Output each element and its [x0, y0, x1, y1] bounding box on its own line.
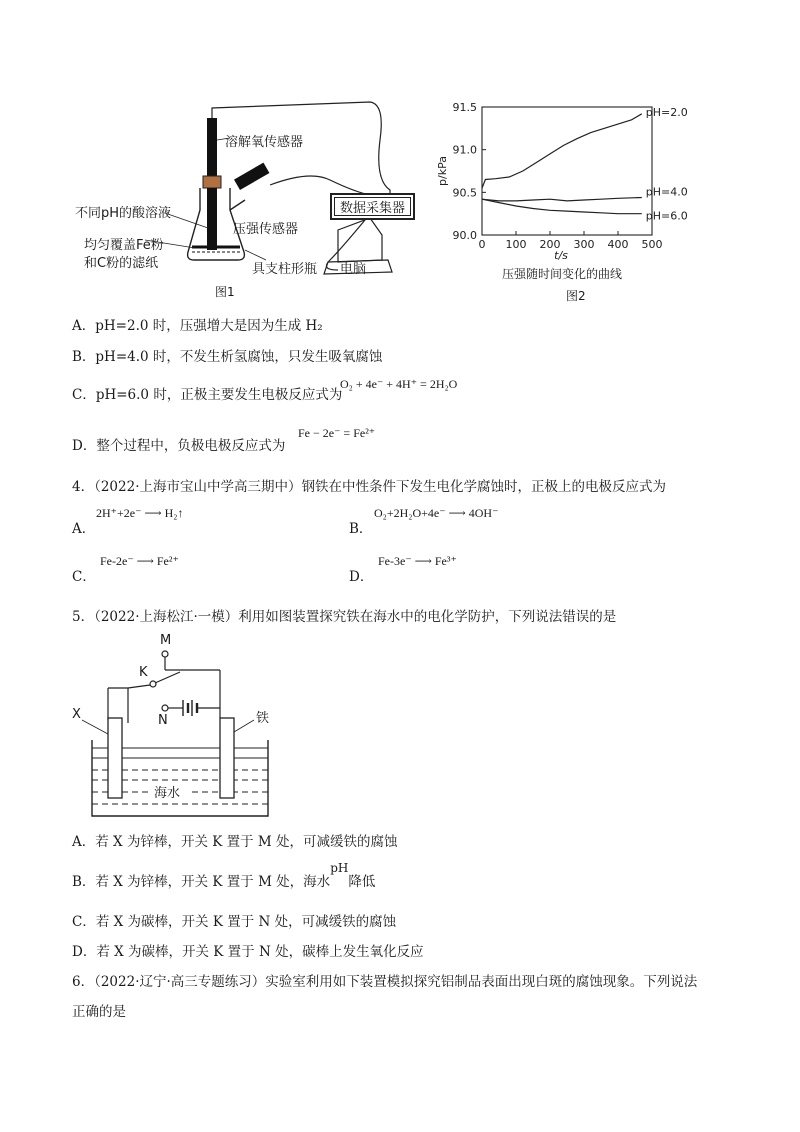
label-data-collector: 数据采集器	[340, 201, 406, 216]
label-m: M	[160, 633, 172, 648]
chart-caption: 压强随时间变化的曲线	[502, 267, 623, 281]
y-tick-label-0: 90.0	[452, 229, 477, 242]
label-computer: 电脑	[340, 262, 367, 277]
y-tick-label-2: 91.0	[452, 143, 477, 157]
q5-option-d: D．若 X 为碳棒，开关 K 置于 N 处，碳棒上发生氧化反应	[72, 944, 424, 960]
label-filter-paper-1: 均匀覆盖Fe粉	[84, 238, 164, 253]
x-tick-label-3: 300	[573, 238, 595, 251]
y-tick-label-3: 91.5	[452, 101, 477, 114]
stopper	[203, 176, 221, 188]
q3-option-c-formula: O₂ + 4e⁻ + 4H⁺ = 2H₂O	[340, 377, 458, 391]
o2-sensor-rod	[207, 118, 217, 176]
q4-option-d-formula: Fe-3e⁻ ⟶ Fe³⁺	[378, 554, 457, 568]
q4-option-d-label: D．	[349, 569, 374, 585]
label-acid-solution: 不同pH的酸溶液	[75, 206, 172, 221]
x-tick-label-5: 500	[641, 238, 663, 251]
label-seawater: 海水	[154, 786, 181, 801]
q4-option-c-label: C．	[72, 569, 96, 585]
label-iron: 铁	[256, 711, 270, 726]
q6-stem-line-2: 正确的是	[72, 1004, 126, 1020]
q6-stem-line-1: 6．（2022·辽宁·高三专题练习）实验室利用如下装置模拟探究铝制品表面出现白斑的腐蚀现象。下列说法	[72, 974, 698, 990]
y-axis-label: p/kPa	[436, 156, 449, 186]
q4-option-a-formula: 2H⁺+2e⁻ ⟶ H₂↑	[96, 506, 184, 520]
label-x: X	[72, 707, 81, 722]
label-o2-sensor: 溶解氧传感器	[225, 135, 304, 150]
q5-option-b-text: B．若 X 为锌棒，开关 K 置于 M 处，海水	[72, 874, 331, 890]
electrode-iron	[220, 718, 234, 798]
y-tick-label-1: 90.5	[452, 186, 477, 200]
computer-icon	[338, 218, 382, 262]
figure-1-caption: 图1	[215, 285, 235, 299]
figure-2-caption: 图2	[566, 289, 586, 303]
series-line-0	[482, 114, 642, 188]
label-filter-paper-2: 和C粉的滤纸	[84, 256, 159, 271]
data-collector-box	[330, 193, 415, 220]
series-label-2: pH=6.0	[645, 209, 688, 223]
q3-option-a: A．pH=2.0 时，压强增大是因为生成 H₂	[72, 318, 323, 334]
series-label-1: pH=4.0	[645, 185, 688, 199]
q4-option-c-formula: Fe-2e⁻ ⟶ Fe²⁺	[100, 554, 179, 568]
q3-option-d-formula: Fe − 2e⁻ = Fe²⁺	[298, 426, 376, 440]
x-tick-label-2: 200	[539, 238, 561, 251]
label-k: K	[139, 665, 148, 680]
x-tick-label-0: 0	[478, 238, 486, 251]
q3-option-c: C．pH=6.0 时，正极主要发生电极反应式为	[72, 387, 343, 403]
q5-stem: 5．（2022·上海松江·一模）利用如图装置探究铁在海水中的电化学防护，下列说法错误的是	[72, 609, 617, 625]
q3-option-b: B．pH=4.0 时，不发生析氢腐蚀，只发生吸氧腐蚀	[72, 349, 383, 365]
q3-option-d: D．整个过程中，负极电极反应式为	[72, 438, 286, 454]
label-flask: 具支柱形瓶	[252, 262, 318, 277]
q4-option-b-formula: O₂+2H₂O+4e⁻ ⟶ 4OH⁻	[374, 506, 499, 520]
label-pressure-sensor: 压强传感器	[233, 222, 299, 237]
x-axis-label: t/s	[554, 249, 568, 262]
q4-option-b-label: B．	[349, 521, 373, 537]
q5-option-b-ph: pH	[330, 861, 349, 875]
pressure-sensor-rod	[234, 163, 269, 190]
q5-option-b	[72, 861, 376, 891]
chart-frame	[482, 107, 652, 235]
q5-option-c: C．若 X 为碳棒，开关 K 置于 N 处，可减缓铁的腐蚀	[72, 914, 397, 930]
x-tick-label-1: 100	[505, 238, 527, 251]
q5-option-a: A．若 X 为锌棒，开关 K 置于 M 处，可减缓铁的腐蚀	[72, 834, 398, 850]
x-tick-label-4: 400	[607, 238, 629, 251]
electrode-x	[108, 718, 122, 798]
label-n: N	[158, 713, 168, 728]
series-line-1	[482, 198, 642, 201]
q4-option-a-label: A．	[72, 521, 96, 537]
series-label-0: pH=2.0	[645, 105, 688, 119]
q5-apparatus	[68, 628, 308, 828]
q5-option-b-end: 降低	[348, 874, 376, 890]
q4-stem: 4．（2022·上海市宝山中学高三期中）钢铁在中性条件下发生电化学腐蚀时，正极上的电极反应式为	[72, 479, 666, 495]
